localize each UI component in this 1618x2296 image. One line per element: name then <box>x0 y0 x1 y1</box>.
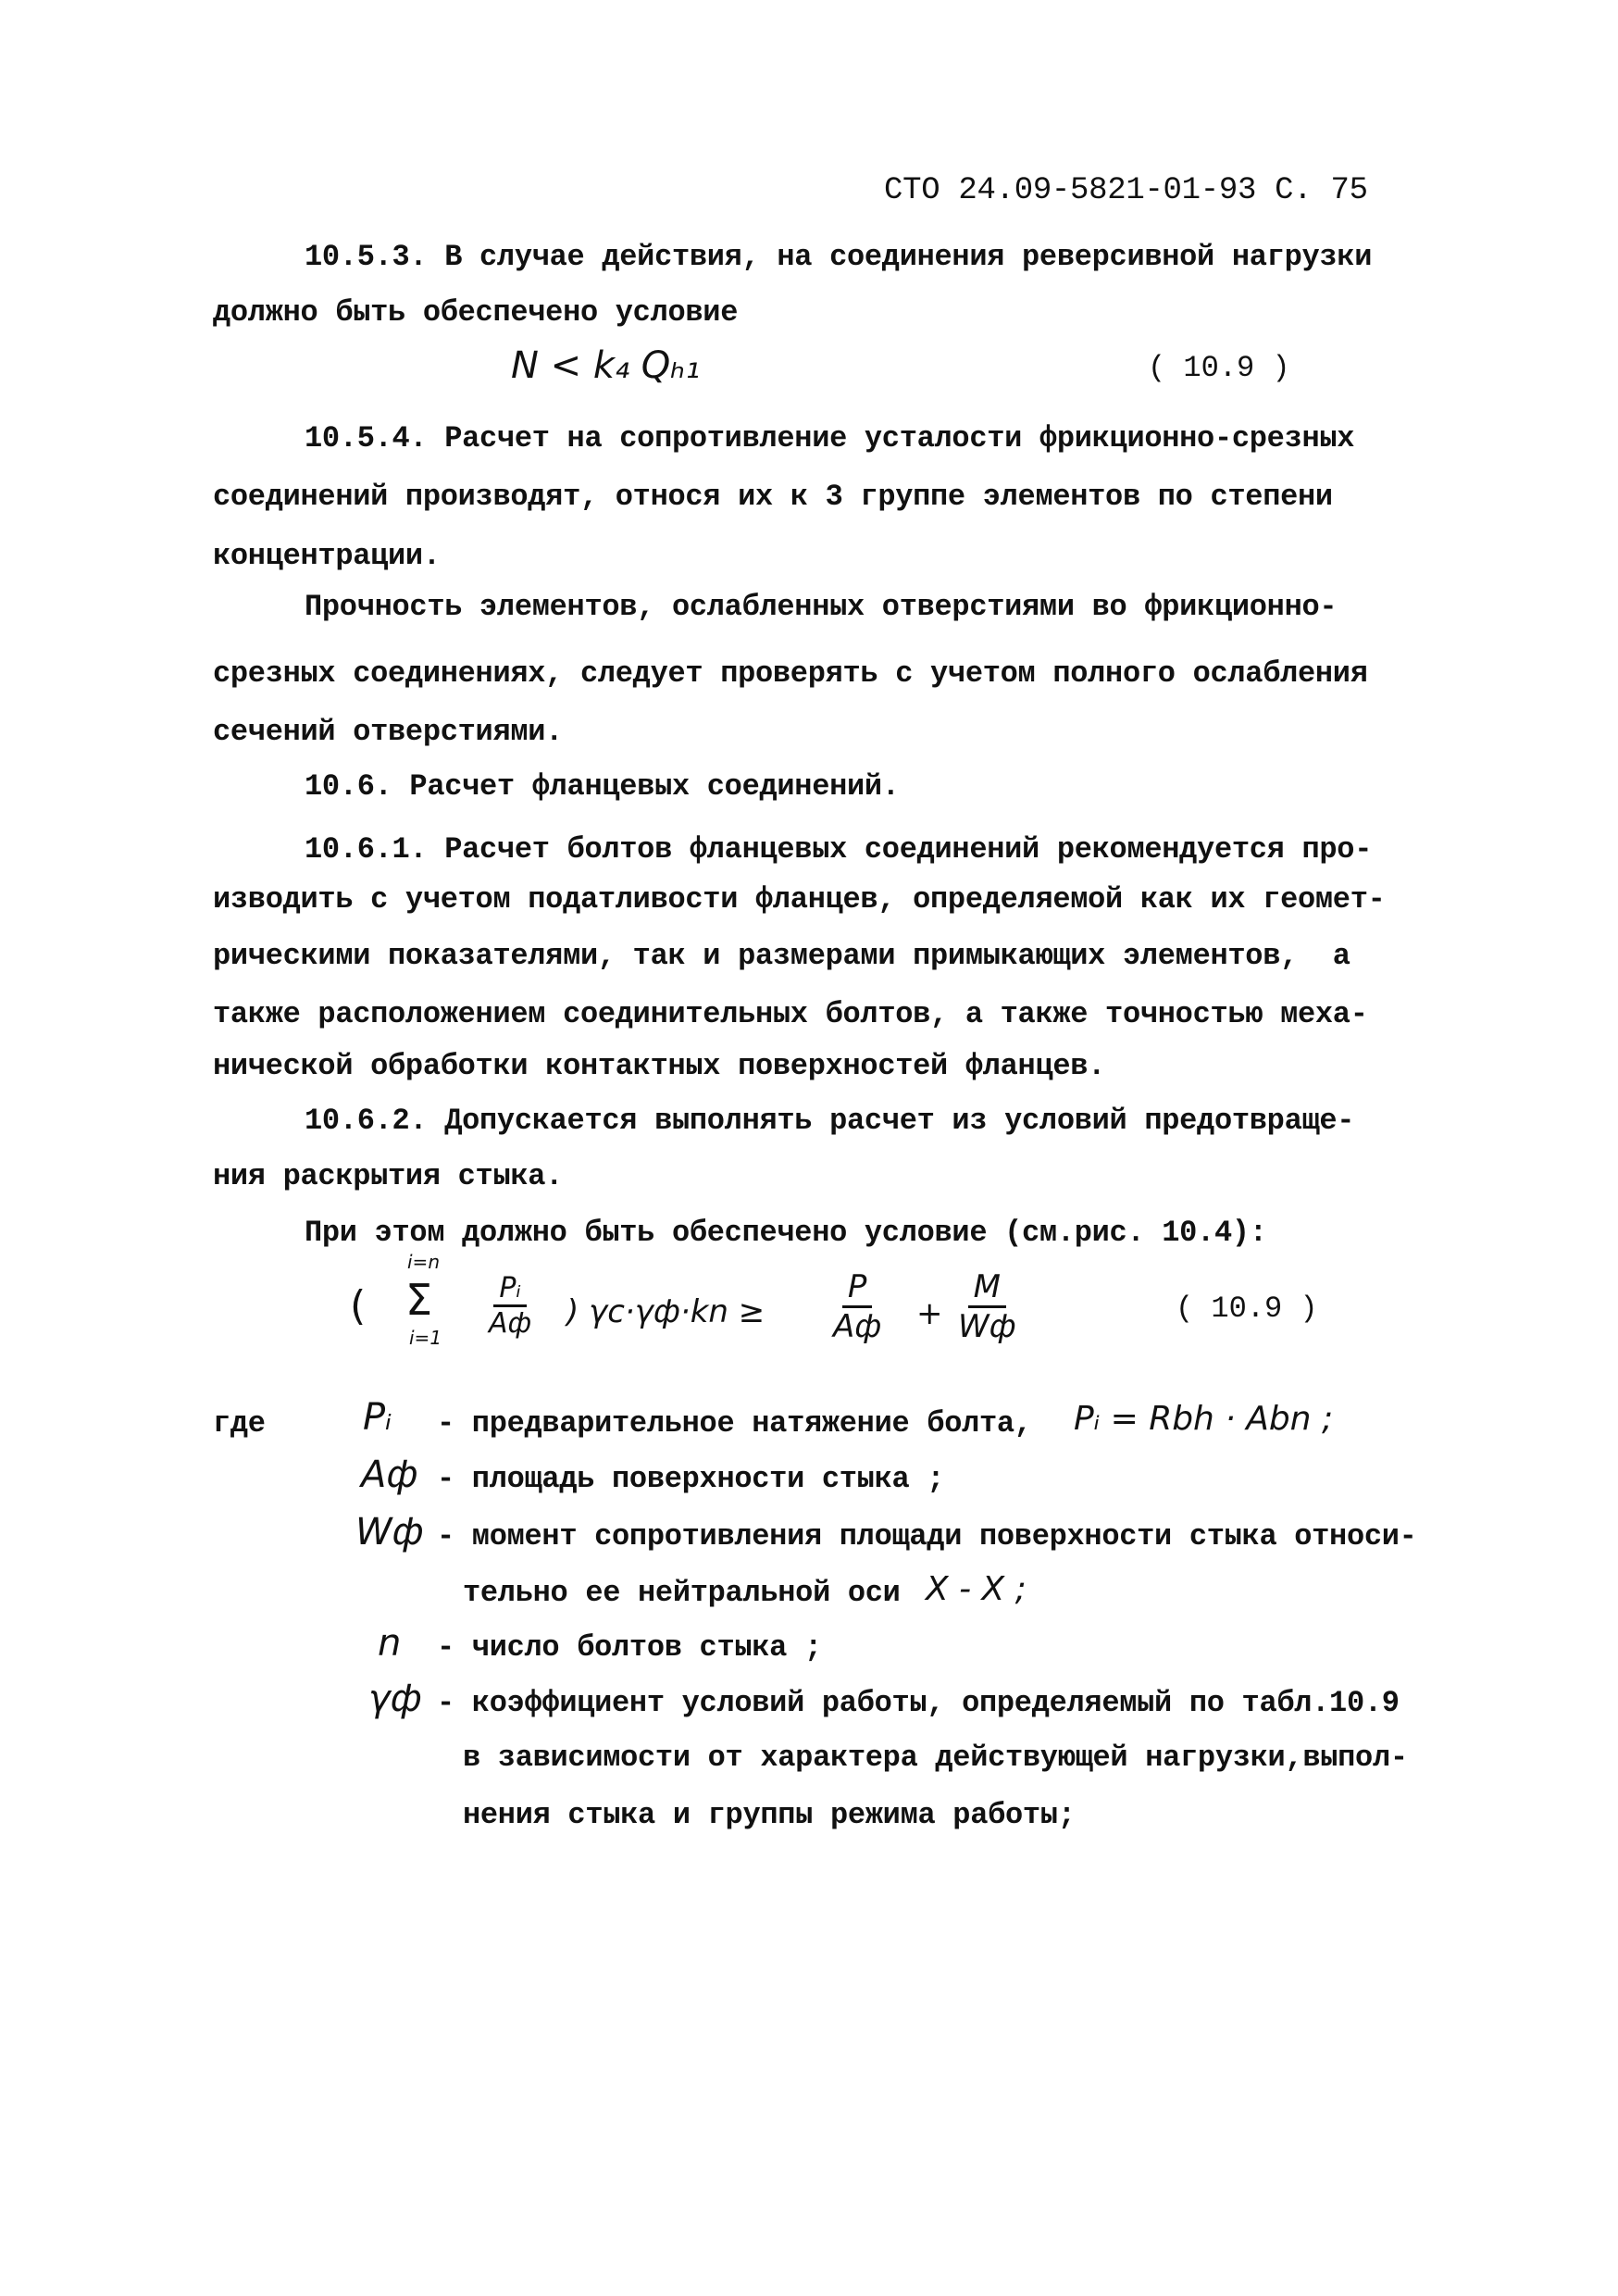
text-line: нической обработки контактных поверхностей фланцев. <box>213 1049 1106 1083</box>
symbol-gamma-f: γф <box>368 1678 422 1720</box>
text-line: ния раскрытия стыка. <box>213 1159 564 1193</box>
definition-text: нения стыка и группы режима работы; <box>463 1798 1076 1832</box>
text-line: 10.6.2. Допускается выполнять расчет из условий предотвраще- <box>305 1104 1355 1138</box>
text-line: рическими показателями, так и размерами примыкающих элементов, а <box>213 939 1350 973</box>
formula-1-number: ( 10.9 ) <box>1148 351 1290 385</box>
definition-text: - площадь поверхности стыка ; <box>437 1462 945 1496</box>
numerator: Pᵢ <box>493 1272 526 1307</box>
text-line: срезных соединениях, следует проверять с учетом полного ослабления <box>213 656 1368 691</box>
denominator: Aф <box>489 1307 532 1340</box>
where-label: где <box>213 1406 266 1441</box>
section-heading: 10.6. Расчет фланцевых соединений. <box>305 769 900 804</box>
text-line: 10.6.1. Расчет болтов фланцевых соединений рекомендуется про- <box>305 832 1373 867</box>
text-line: При этом должно быть обеспечено условие (см.рис. 10.4): <box>305 1216 1267 1250</box>
axis-x-x: X - X ; <box>926 1570 1027 1608</box>
formula-2-coefficients: ) γc·γф·kn ≥ <box>566 1293 765 1330</box>
definition-text: - число болтов стыка ; <box>437 1630 822 1665</box>
symbol-wf: Wф <box>355 1511 424 1554</box>
definition-text: - коэффициент условий работы, определяемый по табл.10.9 <box>437 1686 1400 1720</box>
text-line: должно быть обеспечено условие <box>213 295 739 330</box>
text-line: концентрации. <box>213 539 441 573</box>
text-line: 10.5.4. Расчет на сопротивление усталости фрикционно-срезных <box>305 421 1355 455</box>
symbol-af: Aф <box>361 1454 418 1496</box>
text-line: соединений производят, относя их к 3 группе элементов по степени <box>213 480 1333 514</box>
sum-upper-limit: i=n <box>407 1251 440 1273</box>
formula-1: N < k₄ Qₕ₁ <box>511 344 701 387</box>
definition-text: - момент сопротивления площади поверхности стыка относи- <box>437 1519 1417 1554</box>
symbol-n: n <box>378 1622 402 1665</box>
formula-2-number: ( 10.9 ) <box>1176 1292 1318 1326</box>
sum-lower-limit: i=1 <box>409 1327 442 1349</box>
text-line: Прочность элементов, ослабленных отверстиями во фрикционно- <box>305 590 1338 624</box>
text-line: сечений отверстиями. <box>213 715 564 749</box>
text-line: 10.5.3. В случае действия, на соединения реверсивной нагрузки <box>305 240 1373 274</box>
sum-symbol: Σ <box>405 1275 433 1325</box>
definition-text: - предварительное натяжение болта, <box>437 1406 1032 1441</box>
numerator: M <box>968 1268 1006 1308</box>
definition-text: тельно ее нейтральной оси <box>463 1576 901 1610</box>
fraction-p-af <box>833 1268 881 1345</box>
denominator: Wф <box>958 1308 1016 1345</box>
page-header: СТО 24.09-5821-01-93 С. 75 <box>884 173 1368 208</box>
symbol-pi: Pᵢ <box>363 1396 392 1439</box>
formula-pi: Pᵢ = Rbh · Abn ; <box>1074 1400 1334 1438</box>
text-line: изводить с учетом податливости фланцев, определяемой как их геомет- <box>213 882 1386 917</box>
denominator: Aф <box>833 1308 882 1345</box>
definition-text: в зависимости от характера действующей нагрузки,выпол- <box>463 1741 1408 1775</box>
numerator: P <box>842 1268 873 1308</box>
fraction-m-wf <box>958 1268 1016 1345</box>
fraction-pi-af <box>489 1272 531 1340</box>
formula-2-open: ( <box>350 1282 367 1329</box>
text-line: также расположением соединительных болтов, а также точностью меха- <box>213 997 1368 1031</box>
plus-sign: + <box>916 1295 943 1332</box>
